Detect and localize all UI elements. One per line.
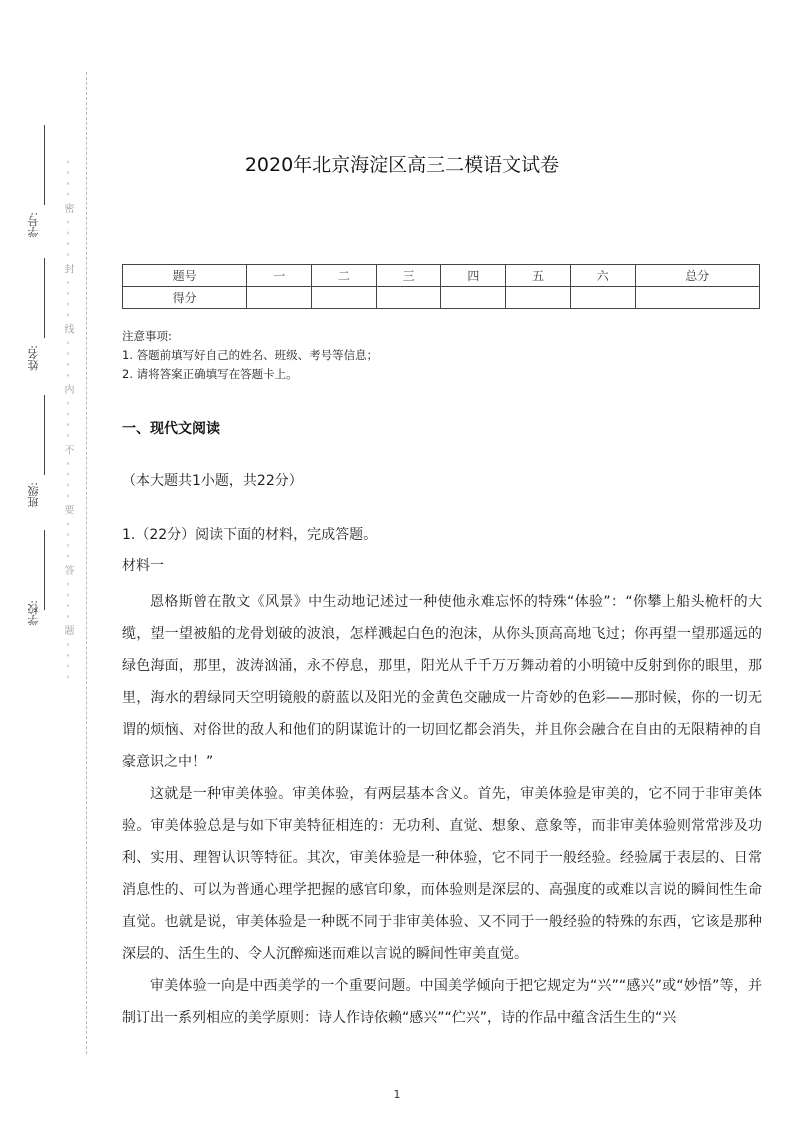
passage-paragraph: 这就是一种审美体验。审美体验，有两层基本含义。首先，审美体验是审美的，它不同于非审美体验。审美体验总是与如下审美特征相连的：无功利、直觉、想象、意象等，而非审美体验则常常涉及功利、实用、理智认识等特征。其次，审美体验是一种体验，它不同于一般经验。经验属于表层的、日常消息性的、可以为普通心理学把握的感官印象，而体验则是深层的、高强度的或难以言说的瞬间性生命直觉。也就是说，审美体验是一种既不同于非审美体验、又不同于一般经验的特殊的东西，它该是那种深层的、活生生的、令人沉醉痴迷而难以言说的瞬间性审美直觉。 — [122, 786, 762, 962]
passage-body — [122, 586, 762, 1034]
student-id-label: 学号: — [27, 212, 40, 238]
name-label: 姓名: — [27, 345, 40, 371]
score-header-cell: 二 — [312, 265, 377, 287]
score-row-label: 得分 — [123, 287, 247, 309]
score-header-cell: 总分 — [635, 265, 759, 287]
score-header-cell: 三 — [376, 265, 441, 287]
score-table-header-row — [123, 265, 760, 287]
section-title: 一、现代文阅读 — [122, 421, 220, 437]
notes-block — [122, 327, 378, 384]
score-table-score-row — [123, 287, 760, 309]
score-header-cell: 四 — [441, 265, 506, 287]
score-cell — [247, 287, 312, 309]
score-cell — [506, 287, 571, 309]
score-header-cell: 五 — [506, 265, 571, 287]
question-prompt: 1.（22分）阅读下面的材料，完成答题。 — [122, 527, 378, 543]
notes-heading: 注意事项: — [122, 329, 172, 343]
school-label: 学校: — [27, 600, 40, 626]
notes-item: 1. 答题前填写好自己的姓名、班级、考号等信息； — [122, 348, 379, 362]
score-cell — [635, 287, 759, 309]
score-cell — [570, 287, 635, 309]
section-meta: （本大题共1小题，共22分） — [122, 473, 303, 489]
name-line — [44, 258, 45, 338]
class-label: 班级: — [27, 482, 40, 508]
passage-paragraph: 恩格斯曾在散文《风景》中生动地记述过一种使他永难忘怀的特殊“体验”：“你攀上船头桅杆的大缆，望一望被船的龙骨划破的波浪，怎样溅起白色的泡沫，从你头顶高高地飞过；你再望一望那遥远的绿色海面，那里，波涛汹涌，永不停息，那里，阳光从千千万万舞动着的小明镜中反射到你的眼里，那里，海水的碧绿同天空明镜般的蔚蓝以及阳光的金黄色交融成一片奇妙的色彩——那时候，你的一切无谓的烦恼、对俗世的敌人和他们的阴谋诡计的一切回忆都会消失，并且你会融合在自由的无限精神的自豪意识之中！” — [122, 594, 762, 770]
class-line — [44, 395, 45, 475]
score-cell — [312, 287, 377, 309]
score-cell — [376, 287, 441, 309]
page-number: 1 — [393, 1088, 401, 1101]
passage-paragraph: 审美体验一向是中西美学的一个重要问题。中国美学倾向于把它规定为“兴”“感兴”或“妙悟”等，并制订出一系列相应的美学原则：诗人作诗依赖“感兴”“伫兴”，诗的作品中蕴含活生生的“兴 — [122, 978, 762, 1026]
score-cell — [441, 287, 506, 309]
notes-item: 2. 请将答案正确填写在答题卡上。 — [122, 367, 298, 381]
score-table — [122, 264, 760, 309]
score-header-cell: 题号 — [123, 265, 247, 287]
exam-title: 2020年北京海淀区高三二模语文试卷 — [244, 154, 560, 176]
binding-warning-text: - - - - 密 - - - - 封 - - - - 线 - - - - 内 - - - - 不 - - - - 要 - - - - 答 - - - - 题 - - - - — [62, 160, 73, 681]
material-label: 材料一 — [122, 558, 164, 574]
score-header-cell: 六 — [570, 265, 635, 287]
score-header-cell: 一 — [247, 265, 312, 287]
school-line — [44, 530, 45, 610]
binding-dashed-line — [86, 72, 87, 1054]
